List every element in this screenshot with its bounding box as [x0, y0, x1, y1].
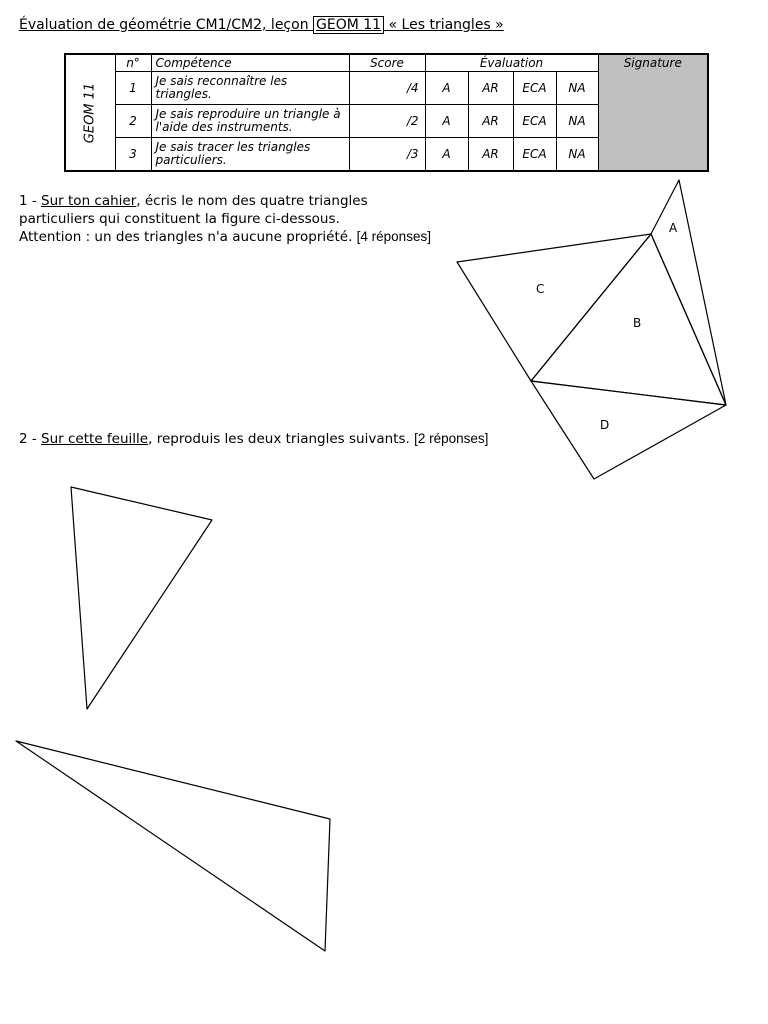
row-score: /4 [349, 72, 425, 105]
title-part2: « Les triangles » [384, 17, 504, 33]
exercise2-number: 2 - [19, 431, 42, 447]
exercise1-line1: , écris le nom des quatre triangles [136, 193, 368, 209]
title-part1: Évaluation de géométrie CM1/CM2, leçon [19, 17, 314, 33]
grade-ar: AR [468, 72, 513, 105]
grade-ar: AR [468, 104, 513, 137]
lesson-code-box: GEOM 11 [313, 16, 384, 34]
grade-ar: AR [468, 137, 513, 171]
header-score: Score [349, 54, 425, 72]
triangle-to-copy-1 [71, 487, 212, 709]
row-score: /3 [349, 137, 425, 171]
exercise2-underlined: Sur cette feuille [41, 431, 149, 447]
exercise1-note: [4 réponses] [356, 229, 431, 244]
grade-na: NA [556, 137, 598, 171]
figure-label-b: B [633, 316, 642, 330]
header-signature: Signature [598, 54, 708, 72]
header-competence: Compétence [151, 54, 349, 72]
grade-na: NA [556, 72, 598, 105]
exercise1-line3: Attention : un des triangles n'a aucune propriété. [19, 229, 357, 245]
exercise1-number: 1 - [19, 193, 42, 209]
exercise2-note: [2 réponses] [414, 431, 489, 446]
figure-label-d: D [600, 418, 610, 432]
grade-eca: ECA [513, 72, 556, 105]
exercise1-line2: particuliers qui constituent la figure ci-dessous. [19, 211, 340, 227]
triangle-to-copy-2 [16, 741, 330, 951]
grade-a: A [425, 72, 468, 105]
triangle-a [651, 180, 726, 405]
header-num: n° [115, 54, 151, 72]
header-evaluation: Évaluation [425, 54, 598, 72]
row-num: 1 [115, 72, 151, 105]
triangle-c [457, 234, 651, 381]
figure-label-a: A [669, 221, 678, 235]
grade-a: A [425, 137, 468, 171]
row-competence: Je sais reconnaître les triangles. [151, 72, 349, 105]
exercise1-underlined: Sur ton cahier [41, 193, 137, 209]
grade-a: A [425, 104, 468, 137]
grade-eca: ECA [513, 104, 556, 137]
row-competence: Je sais tracer les triangles particuliers. [151, 137, 349, 171]
grade-na: NA [556, 104, 598, 137]
row-score: /2 [349, 104, 425, 137]
row-num: 2 [115, 104, 151, 137]
grade-eca: ECA [513, 137, 556, 171]
side-label: GEOM 11 [82, 82, 98, 143]
exercise2-rest: , reproduis les deux triangles suivants. [148, 431, 415, 447]
composite-figure [457, 180, 726, 479]
triangle-d [531, 381, 726, 479]
figure-label-c: C [536, 282, 545, 296]
row-num: 3 [115, 137, 151, 171]
row-competence: Je sais reproduire un triangle à l'aide des instruments. [151, 104, 349, 137]
triangle-b [531, 234, 726, 405]
